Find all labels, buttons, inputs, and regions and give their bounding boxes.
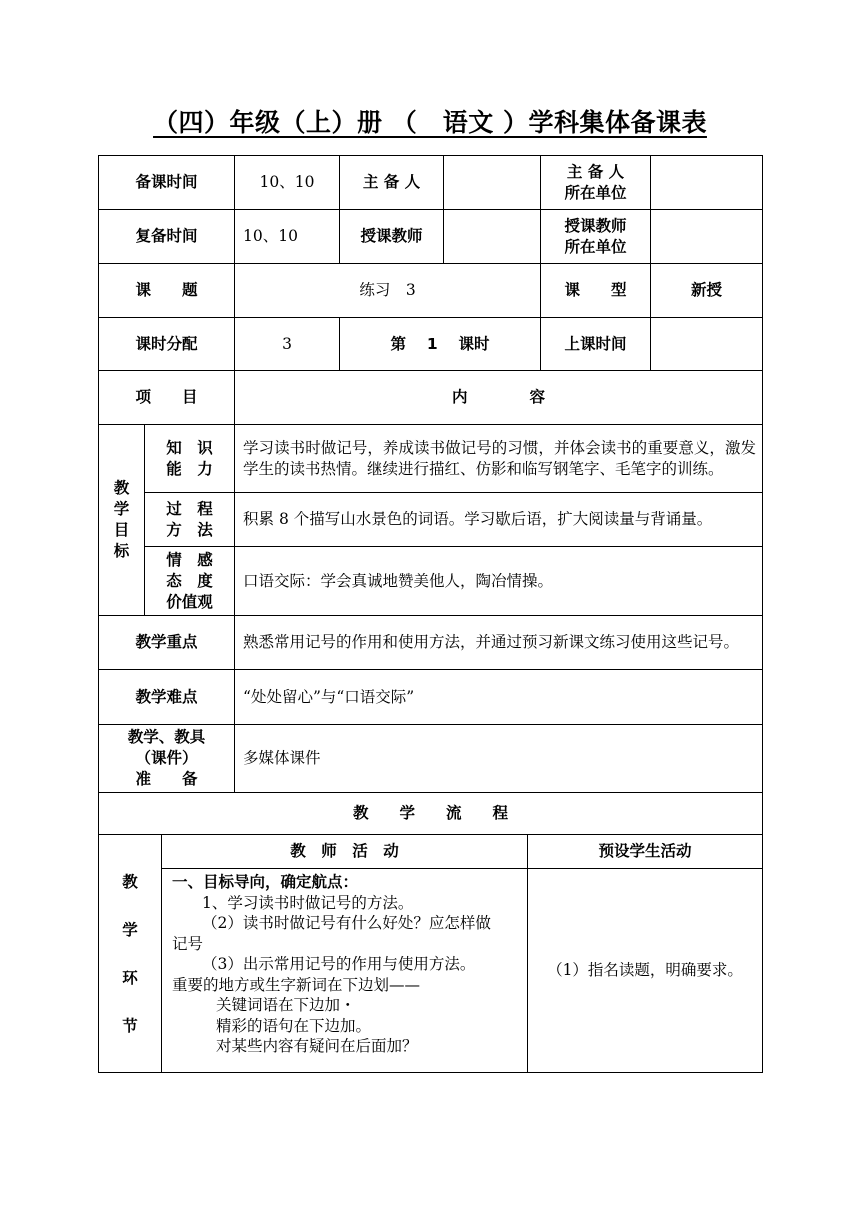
goals-side-char: 教 — [113, 479, 130, 497]
hours-value: 3 — [235, 318, 340, 371]
knowledge-label-line2: 能 力 — [166, 459, 213, 478]
prep-time-label: 备课时间 — [99, 156, 235, 210]
page-title: （四）年级（上）册 （ 语文 ）学科集体备课表 — [153, 108, 707, 137]
lead-unit-label — [541, 156, 651, 210]
tools-label-line2: （课件） — [135, 749, 198, 767]
content-label: 内 容 — [235, 371, 763, 425]
teacher-unit-label-line2: 所在单位 — [564, 237, 627, 256]
item-label: 项 目 — [99, 371, 235, 425]
flow-line: 关键词语在下边加・ — [216, 996, 356, 1014]
flow-title: 教 学 流 程 — [99, 793, 763, 835]
teacher-unit-label — [541, 210, 651, 264]
knowledge-label-line1: 知 识 — [166, 438, 213, 457]
goals-side-label — [99, 425, 145, 616]
teaching-flow-table — [98, 834, 763, 1073]
emotion-text: 口语交际：学会真诚地赞美他人，陶冶情操。 — [235, 547, 763, 616]
lead-unit-label-line1: 主 备 人 — [566, 162, 625, 181]
student-activity-header: 预设学生活动 — [528, 835, 763, 869]
flow-side-char: 教 — [122, 872, 138, 891]
process-text: 积累 8 个描写山水景色的词语。学习歇后语，扩大阅读量与背诵量。 — [235, 493, 763, 547]
lead-unit-label-line2: 所在单位 — [564, 183, 627, 202]
process-label-line2: 方 法 — [166, 520, 213, 539]
review-time-label: 复备时间 — [99, 210, 235, 264]
teacher-value[interactable] — [444, 210, 541, 264]
flow-side-char: 学 — [122, 920, 138, 939]
flow-side-char: 环 — [122, 968, 138, 987]
goals-side-char: 目 — [113, 521, 130, 539]
student-activity-content: （1）指名读题，明确要求。 — [528, 869, 763, 1073]
flow-line: 1、学习读书时做记号的方法。 — [202, 893, 414, 912]
class-time-label: 上课时间 — [541, 318, 651, 371]
hours-label: 课时分配 — [99, 318, 235, 371]
type-value: 新授 — [651, 264, 763, 318]
teacher-activity-content — [162, 869, 528, 1073]
class-time-value[interactable] — [651, 318, 763, 371]
emotion-label — [145, 547, 235, 616]
tools-label-line1: 教学、教具 — [127, 728, 206, 746]
lead-preparer-label: 主 备 人 — [340, 156, 444, 210]
teacher-unit-value[interactable] — [651, 210, 763, 264]
goals-side-char: 学 — [113, 500, 130, 518]
difficulty-label: 教学难点 — [99, 670, 235, 725]
emotion-label-line2: 态 度 — [166, 571, 213, 590]
lead-unit-value[interactable] — [651, 156, 763, 210]
flow-side-label — [99, 835, 162, 1073]
process-label-line1: 过 程 — [166, 499, 213, 518]
flow-side-char: 节 — [122, 1016, 138, 1035]
teacher-unit-label-line1: 授课教师 — [564, 216, 627, 235]
goals-side-char: 标 — [113, 542, 130, 560]
teacher-activity-header: 教 师 活 动 — [162, 835, 528, 869]
flow-line: 对某些内容有疑问在后面加？ — [216, 1037, 418, 1055]
knowledge-text: 学习读书时做记号，养成读书做记号的习惯，并体会读书的重要意义，激发学生的读书热情。继续进行描红、仿影和临写钢笔字、毛笔字的训练。 — [235, 425, 763, 493]
topic-label: 课 题 — [99, 264, 235, 318]
type-label: 课 型 — [541, 264, 651, 318]
review-time-value: 10、10 — [235, 210, 340, 264]
flow-line: （3）出示常用记号的作用与使用方法。 — [202, 955, 476, 973]
prep-time-value: 10、10 — [235, 156, 340, 210]
flow-line: 一、目标导向，确定航点： — [172, 873, 359, 891]
lead-preparer-value[interactable] — [444, 156, 541, 210]
tools-label — [99, 725, 235, 793]
period-value: 第 1 课时 — [340, 318, 541, 371]
key-point-label: 教学重点 — [99, 616, 235, 670]
emotion-label-line1: 情 感 — [166, 550, 213, 569]
knowledge-label — [145, 425, 235, 493]
difficulty-text: “处处留心”与“口语交际” — [235, 670, 763, 725]
process-label — [145, 493, 235, 547]
topic-value: 练习 3 — [235, 264, 541, 318]
tools-label-line3: 准 备 — [135, 770, 198, 788]
emotion-label-line3: 价值观 — [166, 592, 213, 611]
flow-line: 重要的地方或生字新词在下边划—— — [172, 975, 421, 994]
teacher-label: 授课教师 — [340, 210, 444, 264]
key-point-text: 熟悉常用记号的作用和使用方法，并通过预习新课文练习使用这些记号。 — [235, 616, 763, 670]
tools-text: 多媒体课件 — [235, 725, 763, 793]
flow-line: 记号 — [172, 934, 204, 953]
flow-line: （2）读书时做记号有什么好处？应怎样做 — [202, 914, 491, 932]
flow-line: 精彩的语句在下边加。 — [216, 1016, 372, 1035]
lesson-plan-table — [98, 155, 763, 835]
